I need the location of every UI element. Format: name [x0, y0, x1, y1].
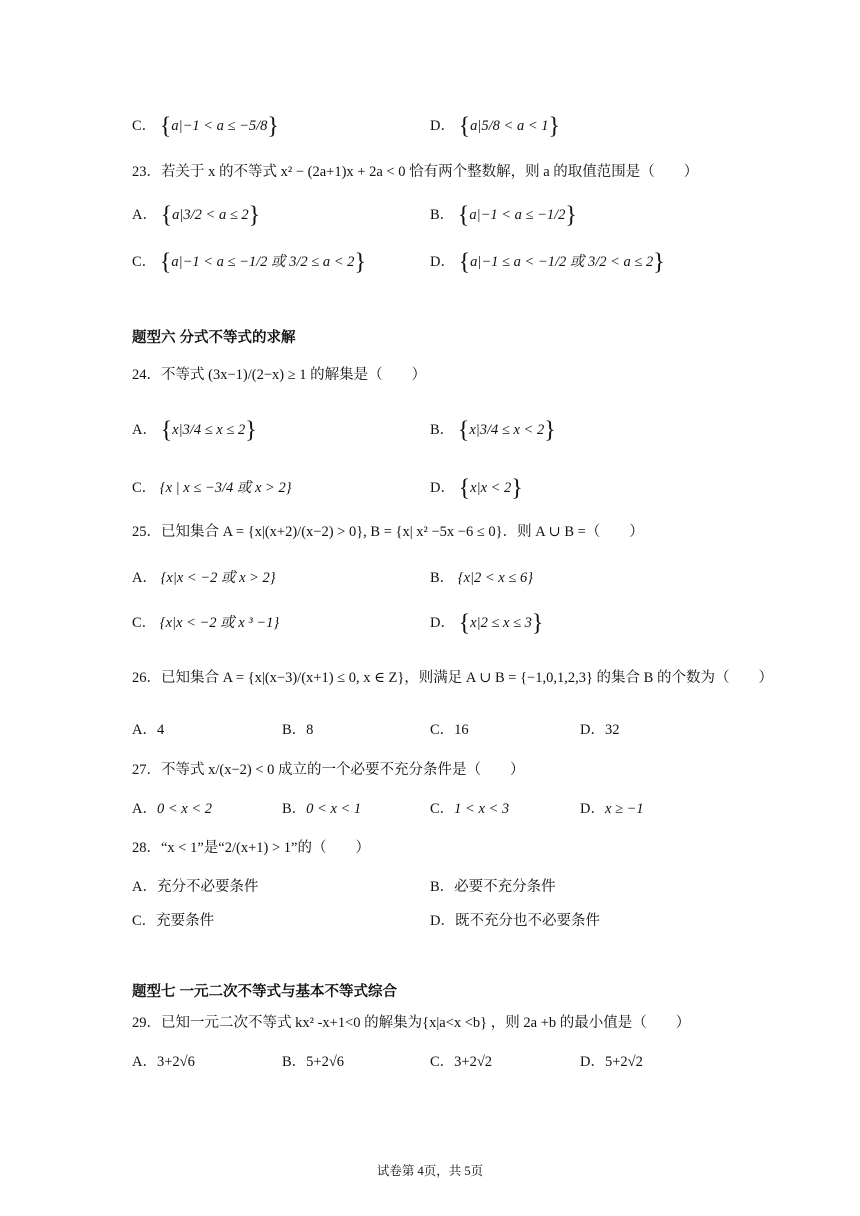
option-content: a|−1 < a ≤ −1/2 — [469, 207, 566, 223]
option-label: B． — [282, 722, 307, 738]
option-label: C． — [430, 722, 455, 738]
option-content: x|x < 2 — [470, 480, 512, 496]
q28-option-c[interactable] — [132, 911, 214, 931]
section-heading-6: 题型六 分式不等式的求解 — [132, 330, 296, 346]
option-label: C． — [132, 615, 157, 631]
option-content: x ≥ −1 — [604, 801, 644, 817]
option-label: C． — [430, 801, 455, 817]
q24-option-d[interactable]: D． {x|x < 2} — [430, 475, 523, 502]
option-content: 充分不必要条件 — [156, 879, 259, 895]
option-label: C． — [132, 118, 157, 134]
option-content: 5+2√2 — [604, 1054, 643, 1070]
option-content: 既不充分也不必要条件 — [454, 913, 600, 929]
option-label: B． — [282, 1054, 307, 1070]
q29-option-b[interactable] — [282, 1052, 344, 1072]
q26-option-b[interactable] — [282, 720, 313, 740]
option-label: C． — [132, 254, 157, 270]
option-label: D． — [580, 722, 605, 738]
q29-option-c[interactable] — [430, 1052, 492, 1072]
option-content: {x|x < −2 或 x ³ −1} — [159, 615, 280, 631]
q26-option-d[interactable] — [580, 720, 619, 740]
option-label: A． — [132, 207, 157, 223]
option-label: D． — [430, 480, 455, 496]
option-label: C． — [132, 480, 157, 496]
q23-stem: 23．若关于 x 的不等式 x² − (2a+1)x + 2a < 0 恰有两个整数解，则 a 的取值范围是（ ） — [132, 164, 699, 180]
q25-option-b[interactable] — [430, 568, 533, 588]
option-label: A． — [132, 722, 157, 738]
option-content: {x|2 < x ≤ 6} — [457, 570, 533, 586]
q27-stem: 27．不等式 x/(x−2) < 0 成立的一个必要不充分条件是（ ） — [132, 762, 525, 778]
q25-option-a[interactable] — [132, 568, 276, 588]
q27-option-a[interactable] — [132, 799, 212, 819]
option-content: x|2 ≤ x ≤ 3 — [470, 615, 532, 631]
option-content: 1 < x < 3 — [454, 801, 510, 817]
option-content: 0 < x < 2 — [156, 801, 212, 817]
q29-stem: 29．已知一元二次不等式 kx² -x+1<0 的解集为{x|a<x <b} ，则 2a +b 的最小值是（ ） — [132, 1015, 691, 1031]
q28-option-d[interactable] — [430, 911, 600, 931]
q26-option-a[interactable] — [132, 720, 164, 740]
option-label: B． — [430, 879, 455, 895]
option-label: A． — [132, 801, 157, 817]
option-label: D． — [580, 801, 605, 817]
q24-option-b[interactable]: B． {x|3/4 ≤ x < 2} — [430, 417, 556, 444]
section-heading-7: 题型七 一元二次不等式与基本不等式综合 — [132, 984, 398, 1000]
q27-option-d[interactable] — [580, 799, 644, 819]
option-label: C． — [430, 1054, 455, 1070]
option-content: {x|x < −2 或 x > 2} — [160, 570, 276, 586]
q26-option-c[interactable] — [430, 720, 469, 740]
q25-option-d[interactable]: D． {x|2 ≤ x ≤ 3} — [430, 610, 544, 637]
option-label: B． — [430, 422, 455, 438]
q26-stem: 26．已知集合 A = {x|(x−3)/(x+1) ≤ 0, x ∈ Z}，则满足 A ∪ B = {−1,0,1,2,3} 的集合 B 的个数为（ ） — [132, 670, 773, 686]
q24-option-a[interactable]: A． {x|3/4 ≤ x ≤ 2} — [132, 417, 257, 444]
q23-option-a[interactable]: A． {a|3/2 < a ≤ 2} — [132, 202, 261, 229]
option-content: 0 < x < 1 — [306, 801, 362, 817]
q28-option-b[interactable] — [430, 877, 556, 897]
option-content: 必要不充分条件 — [454, 879, 556, 895]
option-label: A． — [132, 570, 157, 586]
option-content: {x | x ≤ −3/4 或 x > 2} — [159, 480, 292, 496]
option-label: B． — [282, 801, 307, 817]
q23-option-b[interactable]: B． {a|−1 < a ≤ −1/2} — [430, 202, 577, 229]
option-label: A． — [132, 1054, 157, 1070]
option-label: A． — [132, 422, 157, 438]
option-content: 3+2√6 — [156, 1054, 195, 1070]
q24-stem: 24．不等式 (3x−1)/(2−x) ≥ 1 的解集是（ ） — [132, 367, 427, 383]
q25-option-c[interactable] — [132, 613, 279, 633]
option-content: a|5/8 < a < 1 — [470, 118, 549, 134]
q28-option-a[interactable] — [132, 877, 258, 897]
option-label: C． — [132, 913, 157, 929]
q25-stem: 25．已知集合 A = {x|(x+2)/(x−2) > 0}, B = {x| x² −5x −6 ≤ 0}．则 A ∪ B =（ ） — [132, 524, 644, 540]
q28-stem: 28．“x < 1”是“2/(x+1) > 1”的（ ） — [132, 840, 370, 856]
option-content: x|3/4 ≤ x ≤ 2 — [172, 422, 246, 438]
option-content: a|−1 ≤ a < −1/2 或 3/2 < a ≤ 2 — [470, 254, 654, 270]
option-label: B． — [430, 570, 455, 586]
option-content: 5+2√6 — [306, 1054, 345, 1070]
option-content: 8 — [306, 722, 314, 738]
option-content: 充要条件 — [156, 913, 215, 929]
option-content: a|−1 < a ≤ −1/2 或 3/2 ≤ a < 2 — [171, 254, 355, 270]
q29-option-d[interactable] — [580, 1052, 643, 1072]
q29-option-a[interactable] — [132, 1052, 195, 1072]
option-label: D． — [430, 913, 455, 929]
option-content: a|−1 < a ≤ −5/8 — [171, 118, 268, 134]
q23-option-c[interactable]: C． {a|−1 < a ≤ −1/2 或 3/2 ≤ a < 2} — [132, 249, 366, 276]
option-label: D． — [430, 118, 455, 134]
option-content: 32 — [604, 722, 620, 738]
option-label: A． — [132, 879, 157, 895]
option-label: D． — [580, 1054, 605, 1070]
option-label: D． — [430, 615, 455, 631]
option-content: a|3/2 < a ≤ 2 — [172, 207, 249, 223]
option-label: B． — [430, 207, 455, 223]
option-content: x|3/4 ≤ x < 2 — [469, 422, 545, 438]
option-content: 4 — [156, 722, 165, 738]
q27-option-c[interactable] — [430, 799, 509, 819]
q22-option-d[interactable]: D． {a|5/8 < a < 1} — [430, 113, 561, 140]
option-content: 3+2√2 — [454, 1054, 493, 1070]
q27-option-b[interactable] — [282, 799, 361, 819]
option-content: 16 — [454, 722, 469, 738]
q22-option-c[interactable]: C． {a|−1 < a ≤ −5/8} — [132, 113, 279, 140]
q23-option-d[interactable]: D． {a|−1 ≤ a < −1/2 或 3/2 < a ≤ 2} — [430, 249, 665, 276]
option-label: D． — [430, 254, 455, 270]
q24-option-c[interactable] — [132, 478, 292, 498]
page-footer: 试卷第 4页，共 5页 — [376, 1164, 484, 1178]
